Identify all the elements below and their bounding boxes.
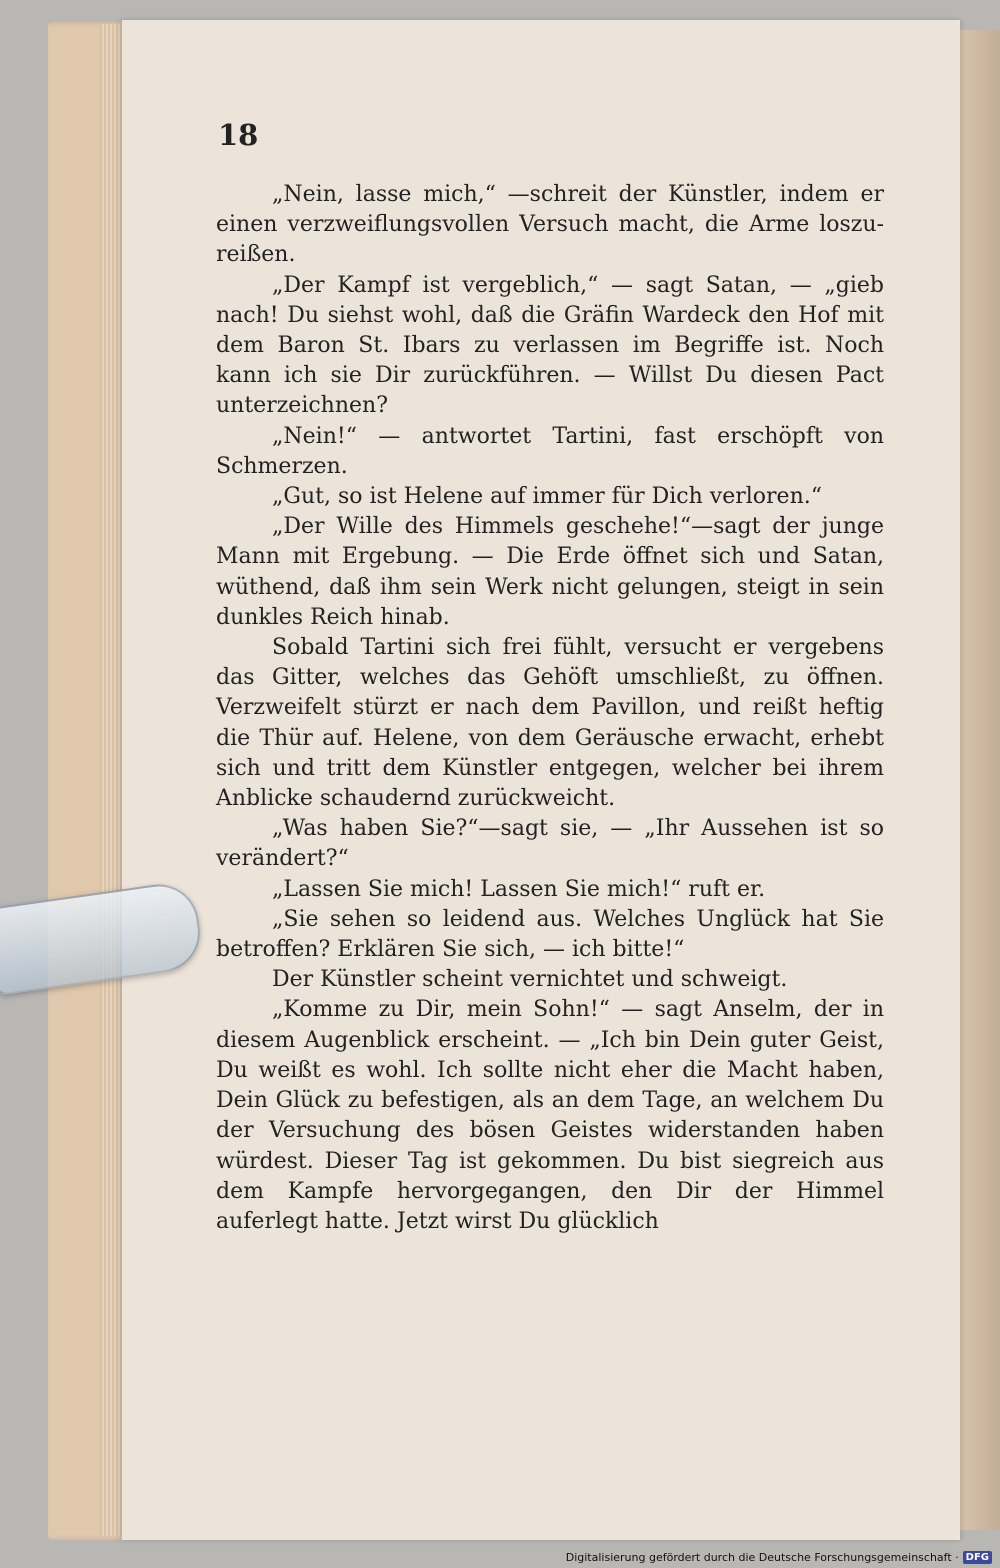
paragraph: „Was haben Sie?“—sagt sie, — „Ihr Aussehen ist so verändert?“	[216, 816, 884, 872]
paragraph: „Sie sehen so leidend aus. Welches Unglück hat Sie betroffen? Erklären Sie sich, — ich bitte!“	[216, 906, 884, 963]
book-right-edge	[960, 30, 1000, 1530]
paragraph: Der Künstler scheint vernichtet und schweigt.	[272, 967, 788, 993]
paragraph: „Nein, lasse mich,“ —schreit der Künstler, indem er einen verzweiflungsvollen Versuch macht, die Arme loszu-reißen.	[216, 182, 884, 268]
paragraph: „Der Kampf ist vergeblich,“ — sagt Satan, — „gieb nach! Du siehst wohl, daß die Gräfin Wardeck den Hof mit dem Baron St. Ibars zu verlassen im Begriffe ist. Noch kann ich sie Dir zurückführen. — Willst Du diesen Pact unterzeichnen?	[216, 272, 884, 419]
paragraph: „Der Wille des Himmels geschehe!“—sagt der junge Mann mit Ergebung. — Die Erde öffnet sich und Satan, wüthend, daß ihm sein Werk nicht gelungen, steigt in sein dunkles Reich hinab.	[216, 514, 884, 630]
footer-credit	[566, 1551, 992, 1564]
paragraph: „Lassen Sie mich! Lassen Sie mich!“ ruft er.	[272, 876, 766, 902]
paragraph: „Komme zu Dir, mein Sohn!“ — sagt Anselm, der in diesem Augenblick erscheint. — „Ich bin Dein guter Geist, Du weißt es wohl. Ich sollte nicht eher die Macht haben, Dein Glück zu befestigen, als an dem Tage, an welchem Du der Versuchung des bösen Geistes widerstanden haben würdest. Dieser Tag ist gekommen. Du bist siegreich aus dem Kampfe hervorgegangen, den Dir der Himmel auferlegt hatte. Jetzt wirst Du glücklich	[216, 997, 884, 1234]
page-text	[216, 180, 884, 1237]
page-number: 18	[218, 118, 259, 152]
paragraph: „Nein!“ — antwortet Tartini, fast erschöpft von Schmerzen.	[216, 423, 884, 479]
paragraph: Sobald Tartini sich frei fühlt, versucht er vergebens das Gitter, welches das Gehöft umschließt, zu öffnen. Verzweifelt stürzt er nach dem Pavillon, und reißt heftig die Thür auf. Helene, von dem Geräusche erwacht, erhebt sich und tritt dem Künstler entgegen, welcher bei ihrem Anblicke schaudernd zurückweicht.	[216, 635, 884, 812]
footer-text: Digitalisierung gefördert durch die Deutsche Forschungsgemeinschaft ·	[565, 1551, 959, 1564]
dfg-logo-icon: DFG	[963, 1551, 992, 1564]
paragraph: „Gut, so ist Helene auf immer für Dich verloren.“	[272, 484, 822, 510]
